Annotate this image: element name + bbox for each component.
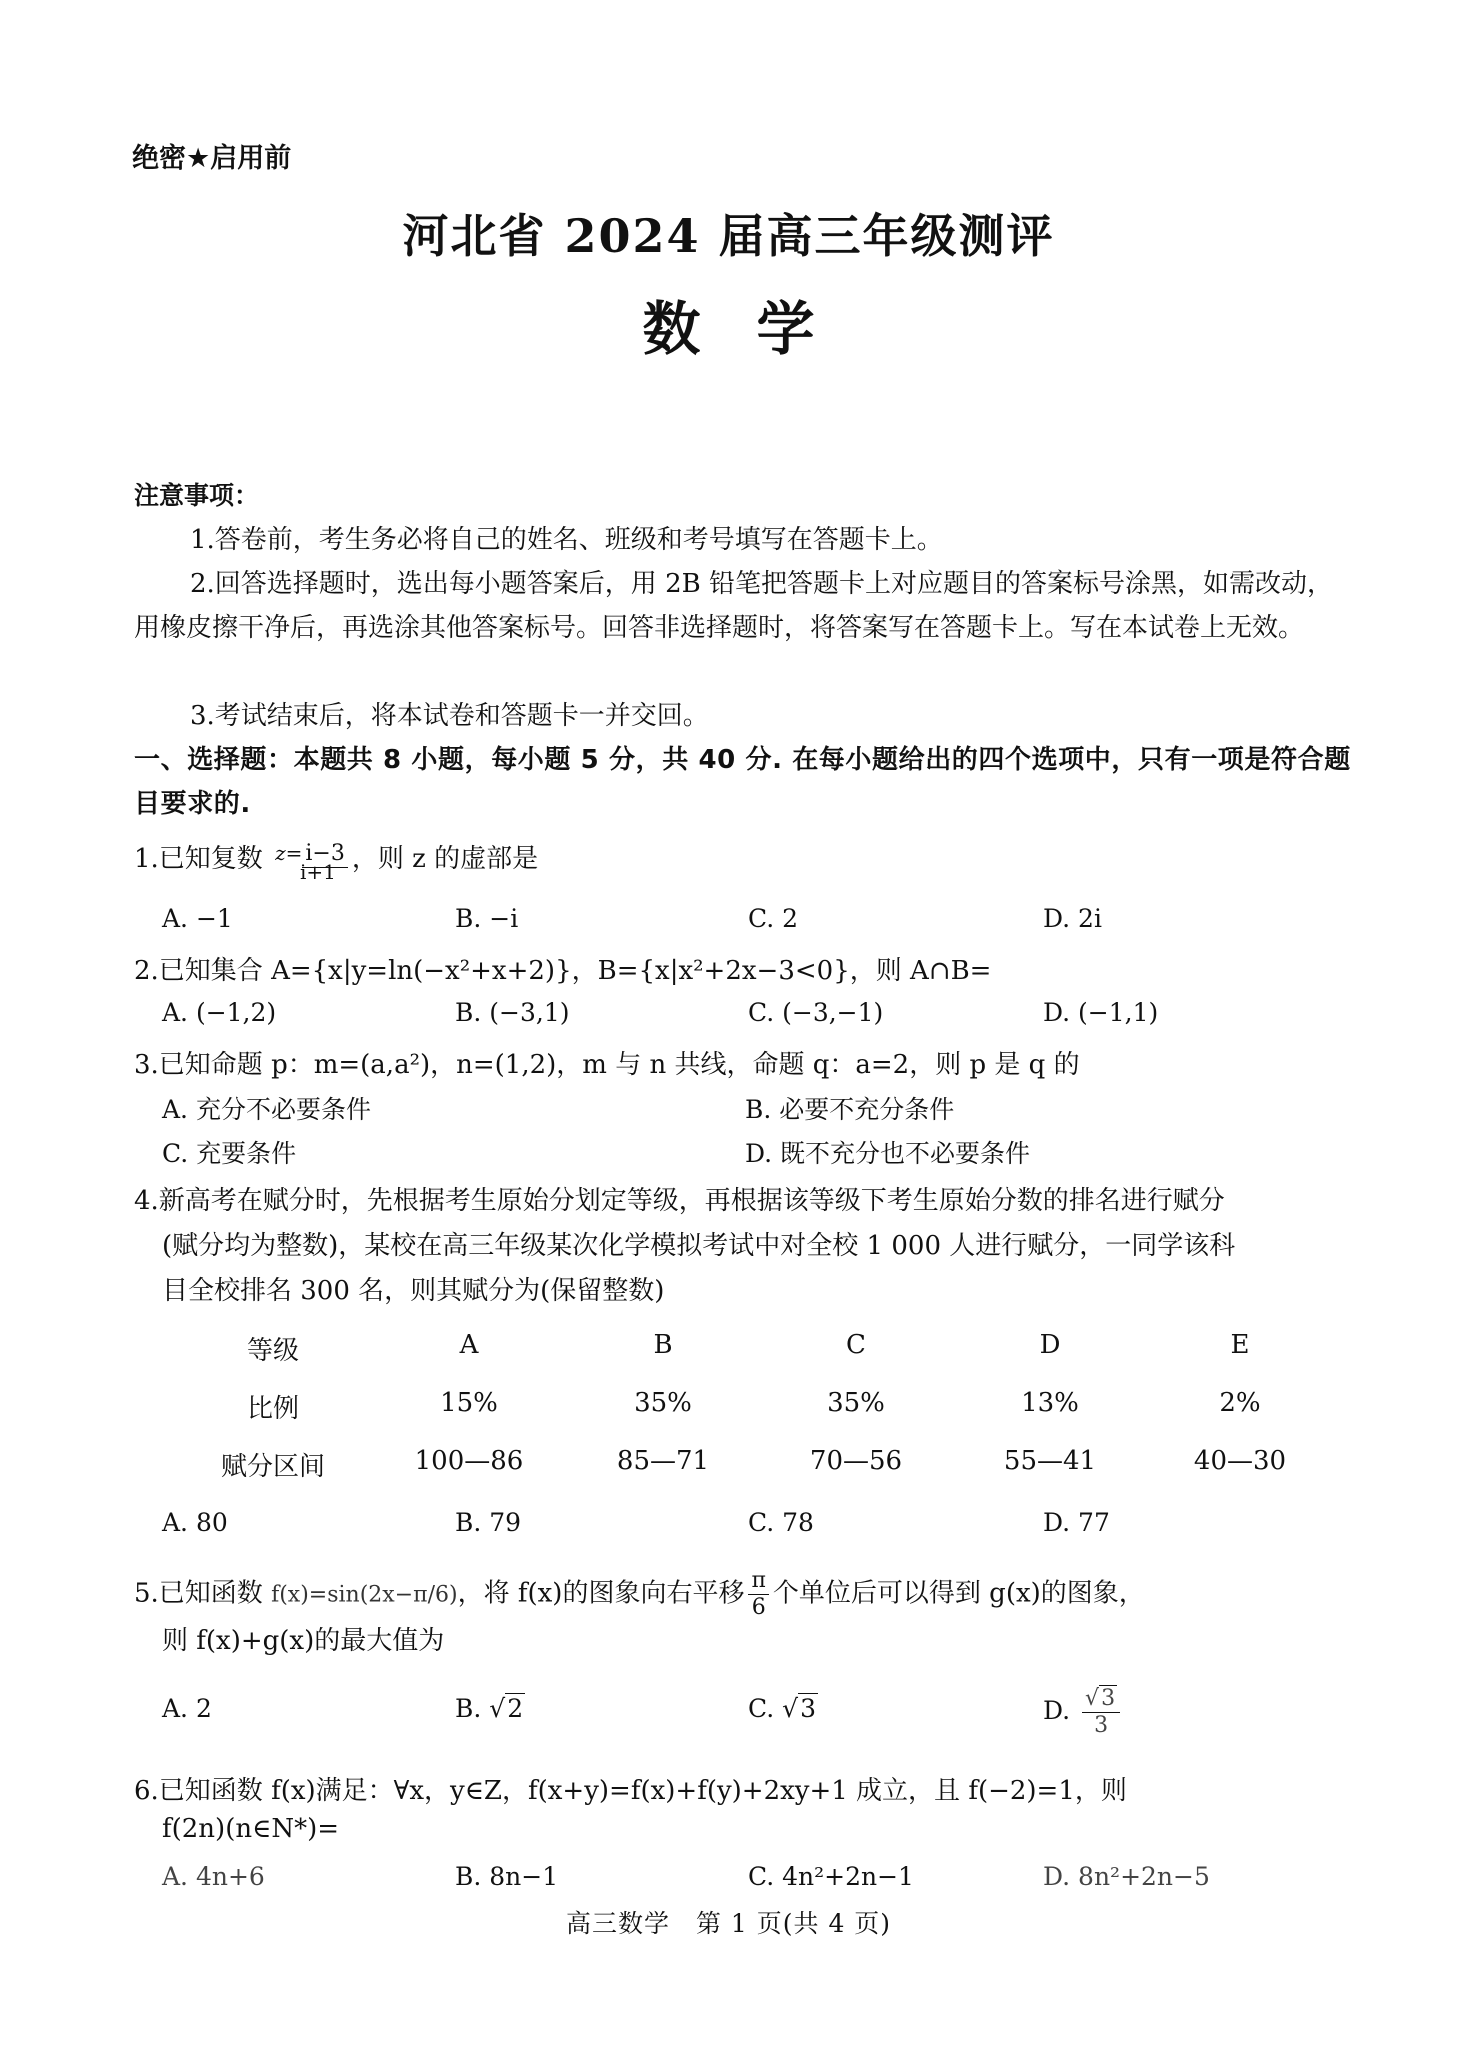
q6-option-c: C. 4n²+2n−1 xyxy=(748,1862,914,1891)
question-1: 1.已知复数 z= i−3 ，则 z 的虚部是 xyxy=(134,841,539,874)
table-ratio: 35% xyxy=(634,1388,692,1418)
q5-option-d: D. $\frac{√3}{3}$ xyxy=(1043,1686,1124,1739)
question-6-line-2: f(2n)(n∈N*)= xyxy=(162,1814,340,1844)
q3-option-a: A. 充分不必要条件 xyxy=(162,1095,371,1124)
q1-option-d: D. 2i xyxy=(1043,904,1102,933)
table-range: 55—41 xyxy=(1003,1446,1097,1476)
q3-option-b: B. 必要不充分条件 xyxy=(745,1095,955,1124)
notes-heading: 注意事项： xyxy=(134,481,260,510)
q5-option-b: B. √2 xyxy=(455,1694,524,1723)
note-2: 2.回答选择题时，选出每小题答案后，用 2B 铅笔把答题卡上对应题目的答案标号涂黑，如需改动，用橡皮擦干净后，再选涂其他答案标号。回答非选择题时，将答案写在答题卡上。写在本试卷上无效。 xyxy=(134,569,1333,643)
question-4-line-2: (赋分均为整数)，某校在高三年级某次化学模拟考试中对全校 1 000 人进行赋分，一同学该科 xyxy=(162,1231,1236,1261)
q6-option-a: A. 4n+6 xyxy=(162,1862,265,1891)
q6-option-d: D. 8n²+2n−5 xyxy=(1043,1862,1210,1891)
q5-function: f(x)=sin(2x−π/6) xyxy=(271,1582,458,1608)
q1-option-c: C. 2 xyxy=(748,904,799,933)
q4-option-b: B. 79 xyxy=(455,1508,522,1537)
question-1-fraction: z= i−3 xyxy=(275,840,348,868)
table-grade: A xyxy=(459,1330,479,1360)
table-range: 85—71 xyxy=(616,1446,710,1476)
table-range-label: 赋分区间 xyxy=(220,1452,325,1482)
q2-option-d: D. (−1,1) xyxy=(1043,998,1159,1027)
q2-option-c: C. (−3,−1) xyxy=(748,998,884,1027)
question-6-line-1: 6.已知函数 f(x)满足：∀x，y∈Z，f(x+y)=f(x)+f(y)+2xy+1 成立，且 f(−2)=1，则 xyxy=(134,1776,1127,1806)
table-ratio-label: 比例 xyxy=(246,1394,299,1424)
q4-option-c: C. 78 xyxy=(748,1508,814,1537)
table-header-label: 等级 xyxy=(246,1336,299,1366)
table-grade: E xyxy=(1230,1330,1250,1360)
table-ratio: 35% xyxy=(827,1388,885,1418)
question-4-line-1: 4.新高考在赋分时，先根据考生原始分划定等级，再根据该等级下考生原始分数的排名进行赋分 xyxy=(134,1186,1225,1216)
question-3: 3.已知命题 p：m=(a,a²)，n=(1,2)，m 与 n 共线，命题 q：a=2，则 p 是 q 的 xyxy=(134,1050,1080,1080)
q2-option-a: A. (−1,2) xyxy=(162,998,277,1027)
section-heading: 一、选择题：本题共 8 小题，每小题 5 分，共 40 分. 在每小题给出的四个选项中，只有一项是符合题目要求的. xyxy=(134,745,1351,819)
note-1: 1.答卷前，考生务必将自己的姓名、班级和考号填写在答题卡上。 xyxy=(190,525,943,555)
table-ratio: 15% xyxy=(440,1388,498,1418)
table-ratio: 13% xyxy=(1021,1388,1079,1418)
question-1-denominator: i+1 xyxy=(300,860,336,884)
table-ratio: 2% xyxy=(1219,1388,1261,1418)
table-range: 40—30 xyxy=(1193,1446,1287,1476)
table-grade: D xyxy=(1039,1330,1061,1360)
q4-option-a: A. 80 xyxy=(162,1508,228,1537)
subject-title: 数学 xyxy=(642,295,871,363)
confidential-label: 绝密★启用前 xyxy=(132,143,292,174)
q2-option-b: B. (−3,1) xyxy=(455,998,570,1027)
question-2: 2.已知集合 A={x|y=ln(−x²+x+2)}，B={x|x²+2x−3<0}，则 A∩B= xyxy=(134,956,992,986)
page-footer: 高三数学 第 1 页(共 4 页) xyxy=(565,1909,892,1938)
table-grade: B xyxy=(653,1330,673,1360)
q6-option-b: B. 8n−1 xyxy=(455,1862,559,1891)
q5-shift-fraction: $\frac{\pi}{6}$ xyxy=(748,1568,768,1621)
q1-option-a: A. −1 xyxy=(162,904,233,933)
q4-option-d: D. 77 xyxy=(1043,1508,1110,1537)
q3-option-c: C. 充要条件 xyxy=(162,1139,297,1168)
note-3: 3.考试结束后，将本试卷和答题卡一并交回。 xyxy=(190,701,709,731)
q5-option-a: A. 2 xyxy=(162,1694,212,1723)
question-5-line-1: 5.已知函数 f(x)=sin(2x−π/6)，将 f(x)的图象向右平移 $\frac{\pi}{6}$ 个单位后可以得到 g(x)的图象， xyxy=(134,1568,1145,1620)
q1-option-b: B. −i xyxy=(455,904,519,933)
table-range: 70—56 xyxy=(809,1446,903,1476)
table-range: 100—86 xyxy=(414,1446,524,1476)
table-grade: C xyxy=(846,1330,866,1360)
q5-option-c: C. √3 xyxy=(748,1694,816,1723)
exam-title: 河北省 2024 届高三年级测评 xyxy=(402,209,1055,263)
question-1-stem: 1.已知复数 xyxy=(134,844,272,874)
q3-option-d: D. 既不充分也不必要条件 xyxy=(745,1139,1031,1168)
question-5-line-2: 则 f(x)+g(x)的最大值为 xyxy=(162,1626,445,1656)
question-4-line-3: 目全校排名 300 名，则其赋分为(保留整数) xyxy=(162,1276,665,1306)
